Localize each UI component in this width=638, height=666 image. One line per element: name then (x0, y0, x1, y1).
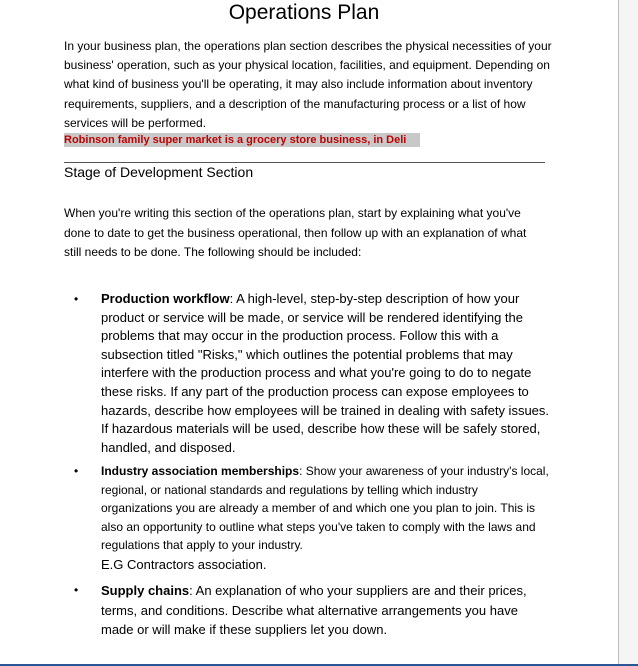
bullet-text (101, 462, 551, 574)
bullet-term: Production workflow (101, 291, 230, 306)
bullet-term: Industry association memberships (101, 464, 300, 478)
section-heading: Stage of Development Section (64, 164, 254, 180)
bullet-icon: • (74, 583, 79, 597)
document-title: Operations Plan (228, 1, 380, 24)
bullet-text (101, 290, 551, 457)
bullet-icon: • (74, 292, 79, 306)
intro-paragraph: In your business plan, the operations plan section describes the physical necessities of your business' operation, such as your physical location, facilities, and equipment. Depending on what kind of business you'll be operating, it may also include information about inventory requirements, suppliers, and a description of the manufacturing process or a list of how services will be performed. (64, 39, 552, 130)
bullet-term: Supply chains (101, 583, 190, 598)
highlighted-note: Robinson family super market is a grocery store business, in Deli (64, 133, 420, 147)
vertical-scrollbar[interactable] (618, 0, 638, 664)
bullet-icon: • (74, 464, 79, 478)
bullet-body: : An explanation of who your suppliers are and their prices, terms, and conditions. Describe what alternative arrangements you have made or will make if these suppliers let you down. (101, 583, 527, 637)
bullet-body: : Show your awareness of your industry's local, regional, or national standards and regulations by telling which industry organizations you are already a member of and which one you plan to join. This is also an opportunity to outline what steps you've taken to comply with the laws and regulations that apply to your industry. (101, 464, 549, 553)
bullet-example: E.G Contractors association. (101, 556, 267, 572)
bullet-text (101, 581, 551, 640)
section-intro-paragraph: When you're writing this section of the operations plan, start by explaining what you've done to date to get the business operational, then follow up with an explanation of what still needs to be done. The following should be included: (64, 206, 527, 259)
bullet-body: : A high-level, step-by-step description of how your product or service will be made, or service will be rendered identifying the problems that may occur in the production process. Follow this with a subsection titled "Risks," which outlines the potential problems that may interfere with the production process and what you're going to do to negate these risks. If any part of the production process can expose employees to hazards, describe how employees will be trained in dealing with safety issues. If hazardous materials will be used, describe how these will be safely stored, handled, and disposed. (101, 291, 550, 455)
